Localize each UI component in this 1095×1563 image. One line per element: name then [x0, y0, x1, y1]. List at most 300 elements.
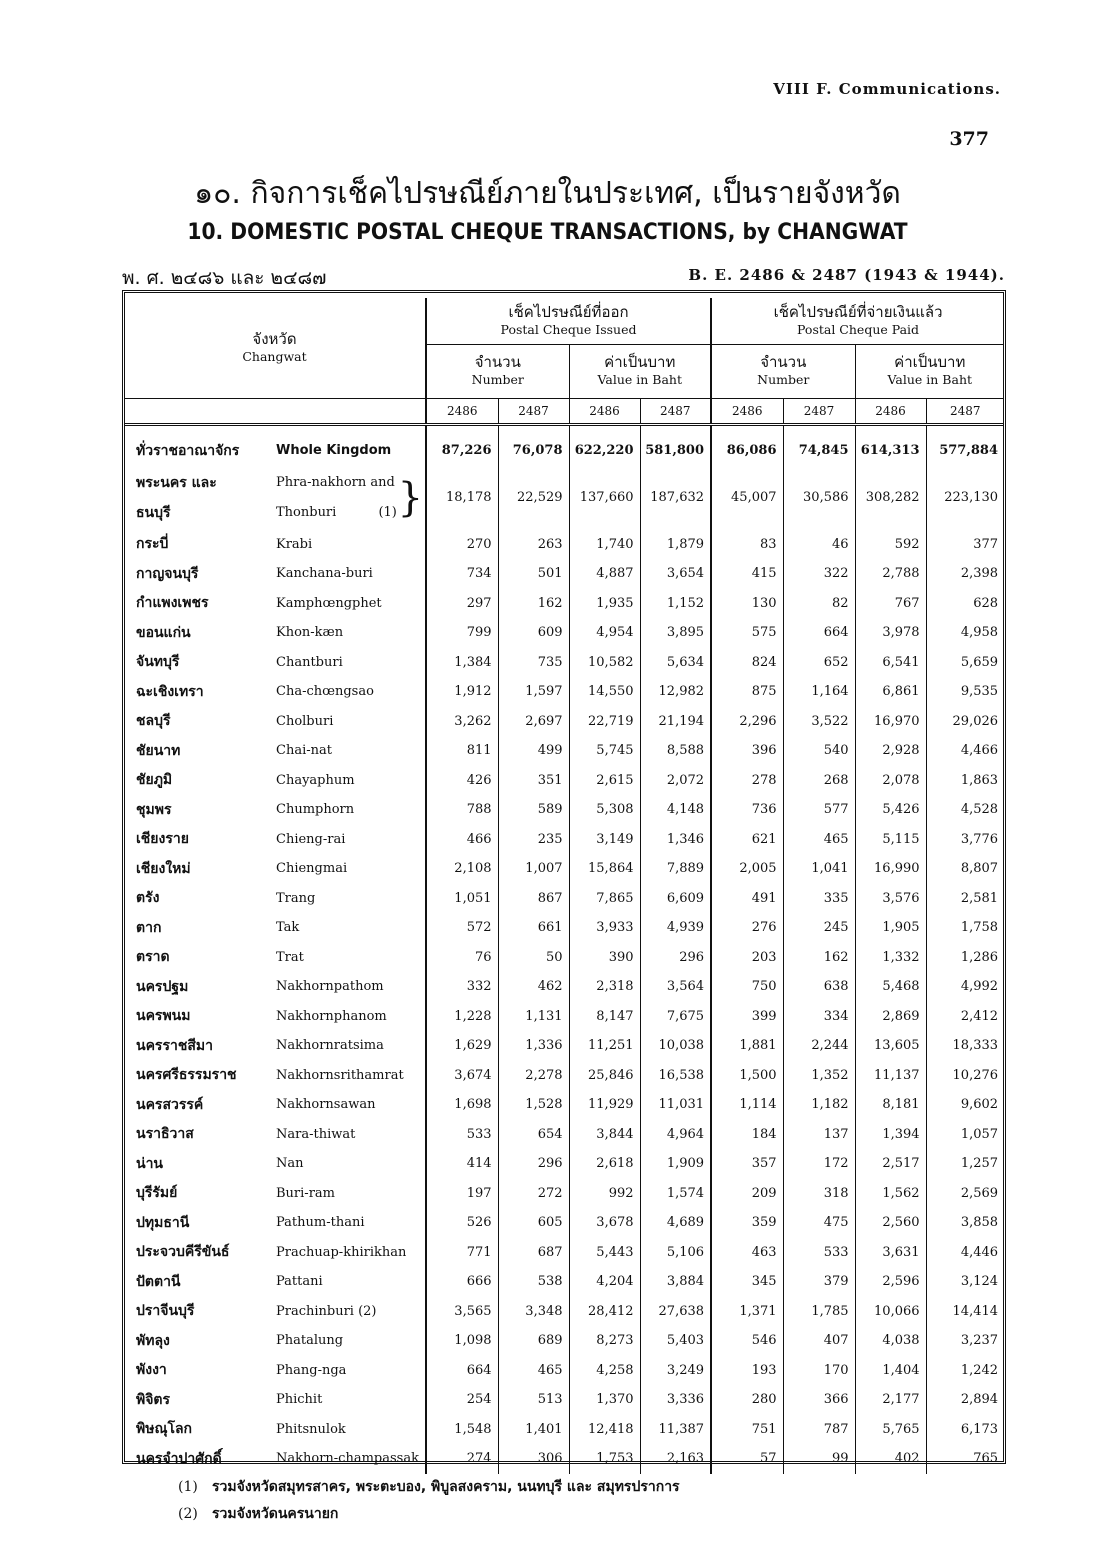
changwat-thai: นครสวรรค์ — [136, 1096, 204, 1113]
paid-value-2486: 402 — [855, 1444, 926, 1474]
issued-number-2487: 513 — [498, 1385, 569, 1415]
paid-value-2486: 6,861 — [855, 677, 926, 707]
issued-value-2486: 11,929 — [569, 1090, 640, 1120]
changwat-header-english: Changwat — [242, 349, 307, 364]
table-row — [124, 618, 1004, 648]
issued-value-2486: 4,887 — [569, 559, 640, 589]
paid-value-2486: 1,394 — [855, 1120, 926, 1150]
issued-value-2486: 10,582 — [569, 648, 640, 678]
paid-number-2486: 1,881 — [711, 1031, 783, 1061]
paid-number-2486: 184 — [711, 1120, 783, 1150]
table-row — [124, 1208, 1004, 1238]
paid-number-2487: 407 — [783, 1326, 855, 1356]
table-row — [124, 1120, 1004, 1150]
paid-number-2487: 465 — [783, 825, 855, 855]
changwat-english: Nakhornphanom — [276, 1008, 387, 1024]
issued-number-2487: 609 — [498, 618, 569, 648]
issued-number-2486: 788 — [426, 795, 498, 825]
issued-value-2487: 10,038 — [640, 1031, 711, 1061]
changwat-english: Nakhorn-champassak — [276, 1451, 419, 1467]
paid-number-2486: 1,371 — [711, 1297, 783, 1327]
issued-value-2486: 390 — [569, 943, 640, 973]
table-row — [124, 854, 1004, 884]
year-header: 2487 — [783, 399, 855, 425]
issued-value-2486: 3,844 — [569, 1120, 640, 1150]
changwat-thai: ปราจีนบุรี — [136, 1303, 195, 1320]
paid-value-2486: 6,541 — [855, 648, 926, 678]
issued-value-2487: 16,538 — [640, 1061, 711, 1091]
changwat-english: Chieng-rai — [276, 831, 346, 847]
issued-value-2486: 5,308 — [569, 795, 640, 825]
changwat-thai: นครพนม — [136, 1008, 191, 1025]
paid-number-2486: 193 — [711, 1356, 783, 1386]
paid-number-2487: 322 — [783, 559, 855, 589]
page-number: 377 — [949, 128, 989, 150]
footnote-mark: (2) — [178, 1506, 198, 1522]
changwat-thai: เชียงราย — [136, 831, 189, 848]
page-title-thai: ๑๐. กิจการเช็คไปรษณีย์ภายในประเทศ, เป็นรายจังหวัด — [194, 176, 901, 211]
changwat-thai: ชัยภูมิ — [136, 772, 173, 789]
issued-value-2486: 1,935 — [569, 589, 640, 619]
changwat-thai: กระบี่ — [136, 536, 169, 553]
changwat-english: Cha-chœngsao — [276, 684, 374, 700]
paid-number-2487: 475 — [783, 1208, 855, 1238]
footnote-text: รวมจังหวัดนครนายก — [212, 1506, 339, 1522]
footnote-text: รวมจังหวัดสมุทรสาคร, พระตะบอง, พิบูลสงคราม, นนทบุรี และ สมุทรปราการ — [212, 1479, 680, 1495]
table-row — [124, 677, 1004, 707]
table-row — [124, 1149, 1004, 1179]
issued-value-2486: 622,220 — [569, 436, 640, 466]
paid-number-2486: 83 — [711, 530, 783, 560]
changwat-thai-line2: ธนบุรี — [136, 504, 171, 521]
cheque-table — [124, 298, 1004, 1474]
issued-value-2486: 22,719 — [569, 707, 640, 737]
issued-number-2486: 799 — [426, 618, 498, 648]
changwat-thai: พิจิตร — [136, 1391, 171, 1408]
paid-number-2487: 162 — [783, 943, 855, 973]
paid-value-2486: 308,282 — [855, 466, 926, 530]
paid-value-thai: ค่าเป็นบาท — [894, 353, 966, 372]
issued-number-header — [426, 344, 569, 398]
paid-number-2487: 3,522 — [783, 707, 855, 737]
issued-value-2487: 4,689 — [640, 1208, 711, 1238]
issued-number-2486: 3,674 — [426, 1061, 498, 1091]
page-title: 10. DOMESTIC POSTAL CHEQUE TRANSACTIONS, by CHANGWAT — [187, 220, 908, 245]
issued-value-thai: ค่าเป็นบาท — [604, 353, 676, 372]
issued-number-2486: 1,912 — [426, 677, 498, 707]
paid-value-2486: 16,970 — [855, 707, 926, 737]
paid-value-2487: 1,286 — [926, 943, 1004, 973]
table-row — [124, 530, 1004, 560]
year-row-spacer — [124, 399, 426, 425]
paid-number-2487: 652 — [783, 648, 855, 678]
changwat-thai: น่าน — [136, 1155, 164, 1172]
changwat-english: Trat — [276, 949, 304, 965]
changwat-thai: นครราชสีมา — [136, 1037, 213, 1054]
table-row — [124, 1090, 1004, 1120]
paid-number-2486: 86,086 — [711, 436, 783, 466]
paid-number-2486: 209 — [711, 1179, 783, 1209]
changwat-thai: บุรีรัมย์ — [136, 1185, 178, 1202]
year-header: 2486 — [426, 399, 498, 425]
issued-number-2486: 274 — [426, 1444, 498, 1474]
issued-value-2487: 5,403 — [640, 1326, 711, 1356]
paid-number-2487: 74,845 — [783, 436, 855, 466]
paid-value-2487: 2,581 — [926, 884, 1004, 914]
paid-value-2487: 4,992 — [926, 972, 1004, 1002]
issued-number-2486: 1,051 — [426, 884, 498, 914]
issued-value-2486: 12,418 — [569, 1415, 640, 1445]
issued-number-2486: 572 — [426, 913, 498, 943]
issued-number-2486: 87,226 — [426, 436, 498, 466]
issued-number-2487: 499 — [498, 736, 569, 766]
changwat-thai: ปัตตานี — [136, 1273, 181, 1290]
changwat-thai: กำแพงเพชร — [136, 595, 209, 612]
paid-value-2486: 8,181 — [855, 1090, 926, 1120]
paid-number-2487: 1,785 — [783, 1297, 855, 1327]
changwat-english: Nan — [276, 1156, 304, 1172]
paid-value-2486: 1,562 — [855, 1179, 926, 1209]
paid-value-2487: 1,057 — [926, 1120, 1004, 1150]
table-row — [124, 736, 1004, 766]
changwat-english: Chayaphum — [276, 772, 355, 788]
issued-value-header — [569, 344, 711, 398]
issued-value-english: Value in Baht — [597, 372, 683, 388]
paid-value-2487: 4,528 — [926, 795, 1004, 825]
issued-number-2487: 162 — [498, 589, 569, 619]
table-row — [124, 1179, 1004, 1209]
paid-value-2487: 29,026 — [926, 707, 1004, 737]
paid-number-2486: 491 — [711, 884, 783, 914]
paid-value-2486: 11,137 — [855, 1061, 926, 1091]
section-heading: VIII F. Communications. — [773, 80, 1001, 98]
issued-value-2486: 3,933 — [569, 913, 640, 943]
changwat-english: Khon-kæn — [276, 625, 344, 641]
paid-number-2487: 245 — [783, 913, 855, 943]
issued-number-2486: 811 — [426, 736, 498, 766]
changwat-thai: ชลบุรี — [136, 713, 171, 730]
issued-number-2486: 1,228 — [426, 1002, 498, 1032]
changwat-thai: ชุมพร — [136, 801, 172, 818]
paid-value-2487: 4,466 — [926, 736, 1004, 766]
paid-value-2487: 223,130 — [926, 466, 1004, 530]
changwat-english: Buri-ram — [276, 1185, 335, 1201]
issued-number-2487: 1,336 — [498, 1031, 569, 1061]
changwat-english: Pattani — [276, 1274, 323, 1290]
paid-value-2487: 9,602 — [926, 1090, 1004, 1120]
issued-value-2486: 3,149 — [569, 825, 640, 855]
paid-number-2487: 638 — [783, 972, 855, 1002]
table-row — [124, 1356, 1004, 1386]
paid-number-2487: 664 — [783, 618, 855, 648]
issued-value-2486: 1,740 — [569, 530, 640, 560]
paid-value-2487: 2,569 — [926, 1179, 1004, 1209]
issued-value-2486: 4,954 — [569, 618, 640, 648]
issued-value-2487: 6,609 — [640, 884, 711, 914]
paid-number-2487: 540 — [783, 736, 855, 766]
issued-value-2487: 5,634 — [640, 648, 711, 678]
paid-value-2486: 16,990 — [855, 854, 926, 884]
issued-value-2487: 1,879 — [640, 530, 711, 560]
paid-number-2487: 137 — [783, 1120, 855, 1150]
table-row — [124, 972, 1004, 1002]
issued-number-2487: 867 — [498, 884, 569, 914]
issued-number-2487: 50 — [498, 943, 569, 973]
years-thai: พ. ศ. ๒๔๘๖ และ ๒๔๘๗ — [122, 267, 327, 289]
paid-value-2486: 10,066 — [855, 1297, 926, 1327]
issued-value-2487: 2,163 — [640, 1444, 711, 1474]
paid-number-2487: 787 — [783, 1415, 855, 1445]
issued-value-2487: 4,939 — [640, 913, 711, 943]
issued-value-2487: 12,982 — [640, 677, 711, 707]
paid-value-2487: 4,958 — [926, 618, 1004, 648]
table-row — [124, 1267, 1004, 1297]
changwat-english: Prachinburi (2) — [276, 1303, 377, 1319]
issued-number-2487: 501 — [498, 559, 569, 589]
issued-number-2486: 270 — [426, 530, 498, 560]
paid-number-2487: 1,041 — [783, 854, 855, 884]
paid-value-2486: 13,605 — [855, 1031, 926, 1061]
issued-value-2486: 2,615 — [569, 766, 640, 796]
spacer-row — [124, 425, 1004, 437]
issued-value-2486: 5,443 — [569, 1238, 640, 1268]
paid-value-2486: 1,404 — [855, 1356, 926, 1386]
paid-number-header — [711, 344, 855, 398]
paid-number-2486: 2,005 — [711, 854, 783, 884]
issued-number-2487: 1,528 — [498, 1090, 569, 1120]
paid-number-2487: 30,586 — [783, 466, 855, 530]
paid-value-2487: 3,237 — [926, 1326, 1004, 1356]
year-header: 2487 — [498, 399, 569, 425]
paid-value-2486: 3,576 — [855, 884, 926, 914]
paid-value-2487: 4,446 — [926, 1238, 1004, 1268]
issued-value-2486: 15,864 — [569, 854, 640, 884]
paid-value-2487: 2,398 — [926, 559, 1004, 589]
paid-value-2486: 4,038 — [855, 1326, 926, 1356]
footnote-mark: (1) — [178, 1479, 198, 1495]
paid-value-2486: 5,765 — [855, 1415, 926, 1445]
table-row — [124, 707, 1004, 737]
paid-number-2486: 130 — [711, 589, 783, 619]
paid-value-2486: 614,313 — [855, 436, 926, 466]
issued-number-2487: 687 — [498, 1238, 569, 1268]
paid-number-2487: 170 — [783, 1356, 855, 1386]
issued-value-2486: 2,318 — [569, 972, 640, 1002]
issued-number-2487: 235 — [498, 825, 569, 855]
issued-number-2486: 254 — [426, 1385, 498, 1415]
issued-number-2486: 664 — [426, 1356, 498, 1386]
issued-number-2486: 18,178 — [426, 466, 498, 530]
changwat-english: Kamphœngphet — [276, 595, 382, 611]
issued-value-2487: 4,148 — [640, 795, 711, 825]
paid-value-2487: 628 — [926, 589, 1004, 619]
table-row — [124, 1385, 1004, 1415]
changwat-english: Phang-nga — [276, 1362, 347, 1378]
changwat-thai: ตาก — [136, 919, 162, 936]
changwat-english: Tak — [276, 920, 300, 936]
year-header: 2486 — [711, 399, 783, 425]
issued-number-2486: 1,548 — [426, 1415, 498, 1445]
paid-value-2486: 2,788 — [855, 559, 926, 589]
issued-number-english: Number — [471, 372, 524, 388]
issued-value-2486: 28,412 — [569, 1297, 640, 1327]
table-row — [124, 825, 1004, 855]
table-row — [124, 766, 1004, 796]
issued-value-2487: 3,884 — [640, 1267, 711, 1297]
changwat-english: Nakhornratsima — [276, 1038, 384, 1054]
issued-value-2487: 1,152 — [640, 589, 711, 619]
issued-number-2486: 3,262 — [426, 707, 498, 737]
changwat-english: Nakhornsrithamrat — [276, 1067, 404, 1083]
paid-number-2487: 2,244 — [783, 1031, 855, 1061]
issued-number-2487: 272 — [498, 1179, 569, 1209]
table-row-bangkok — [124, 466, 1004, 530]
paid-value-2487: 3,858 — [926, 1208, 1004, 1238]
changwat-thai: ชัยนาท — [136, 742, 181, 759]
changwat-english: Pathum-thani — [276, 1215, 365, 1231]
paid-number-2486: 621 — [711, 825, 783, 855]
changwat-thai: ประจวบคีรีขันธ์ — [136, 1244, 230, 1261]
paid-number-2486: 203 — [711, 943, 783, 973]
paid-group-header — [711, 298, 1004, 344]
paid-value-2486: 2,596 — [855, 1267, 926, 1297]
paid-header-english: Postal Cheque Paid — [797, 321, 920, 337]
issued-number-2486: 771 — [426, 1238, 498, 1268]
paid-number-thai: จำนวน — [760, 353, 807, 372]
changwat-thai-line1: พระนคร และ — [136, 474, 217, 491]
issued-value-2486: 25,846 — [569, 1061, 640, 1091]
changwat-english: Nara-thiwat — [276, 1126, 356, 1142]
paid-value-2486: 2,517 — [855, 1149, 926, 1179]
paid-number-2486: 575 — [711, 618, 783, 648]
paid-number-2487: 334 — [783, 1002, 855, 1032]
issued-value-2486: 2,618 — [569, 1149, 640, 1179]
years-english: B. E. 2486 & 2487 (1943 & 1944). — [688, 266, 1005, 284]
changwat-english-line1: Phra-nakhorn and — [276, 474, 395, 490]
paid-number-2486: 345 — [711, 1267, 783, 1297]
paid-value-2486: 767 — [855, 589, 926, 619]
issued-number-2487: 1,007 — [498, 854, 569, 884]
issued-number-2486: 526 — [426, 1208, 498, 1238]
paid-number-2486: 1,500 — [711, 1061, 783, 1091]
changwat-thai: ขอนแก่น — [136, 624, 191, 641]
issued-value-2486: 4,204 — [569, 1267, 640, 1297]
table-row — [124, 1238, 1004, 1268]
issued-number-2487: 465 — [498, 1356, 569, 1386]
table-row — [124, 1415, 1004, 1445]
changwat-english: Phitsnulok — [276, 1421, 346, 1437]
paid-value-2487: 10,276 — [926, 1061, 1004, 1091]
paid-number-2487: 1,182 — [783, 1090, 855, 1120]
paid-number-english: Number — [757, 372, 810, 388]
issued-value-2486: 5,745 — [569, 736, 640, 766]
issued-value-2487: 581,800 — [640, 436, 711, 466]
paid-value-2487: 377 — [926, 530, 1004, 560]
issued-number-2486: 1,698 — [426, 1090, 498, 1120]
issued-number-2487: 538 — [498, 1267, 569, 1297]
issued-value-2486: 4,258 — [569, 1356, 640, 1386]
issued-number-2487: 263 — [498, 530, 569, 560]
brace-mark: } — [397, 474, 424, 521]
changwat-english: Nakhornpathom — [276, 979, 384, 995]
changwat-header-thai: จังหวัด — [252, 330, 297, 348]
issued-number-2486: 533 — [426, 1120, 498, 1150]
paid-value-2487: 2,412 — [926, 1002, 1004, 1032]
table-row-total — [124, 436, 1004, 466]
paid-value-2486: 2,928 — [855, 736, 926, 766]
paid-number-2487: 366 — [783, 1385, 855, 1415]
changwat-thai: ฉะเชิงเทรา — [136, 683, 204, 700]
issued-value-2487: 4,964 — [640, 1120, 711, 1150]
issued-value-2487: 1,346 — [640, 825, 711, 855]
paid-value-2487: 765 — [926, 1444, 1004, 1474]
changwat-thai: นครจำปาศักดิ์ — [136, 1450, 222, 1467]
paid-number-2487: 533 — [783, 1238, 855, 1268]
paid-number-2487: 82 — [783, 589, 855, 619]
issued-value-2487: 11,387 — [640, 1415, 711, 1445]
table-body — [124, 425, 1004, 1474]
paid-value-2486: 5,468 — [855, 972, 926, 1002]
issued-number-2487: 661 — [498, 913, 569, 943]
changwat-english: Whole Kingdom — [276, 443, 392, 459]
issued-value-2486: 11,251 — [569, 1031, 640, 1061]
paid-value-2487: 9,535 — [926, 677, 1004, 707]
paid-number-2486: 875 — [711, 677, 783, 707]
paid-number-2487: 379 — [783, 1267, 855, 1297]
issued-value-2487: 21,194 — [640, 707, 711, 737]
issued-number-2486: 1,384 — [426, 648, 498, 678]
paid-number-2487: 335 — [783, 884, 855, 914]
issued-number-2487: 296 — [498, 1149, 569, 1179]
issued-value-2487: 1,909 — [640, 1149, 711, 1179]
issued-value-2486: 14,550 — [569, 677, 640, 707]
table-row — [124, 884, 1004, 914]
year-header: 2487 — [640, 399, 711, 425]
paid-number-2486: 359 — [711, 1208, 783, 1238]
paid-number-2486: 396 — [711, 736, 783, 766]
changwat-english-thonburi: Thonburi — [276, 504, 337, 520]
paid-number-2487: 1,164 — [783, 677, 855, 707]
issued-number-2487: 654 — [498, 1120, 569, 1150]
changwat-thai: กาญจนบุรี — [136, 565, 199, 582]
paid-value-2486: 2,078 — [855, 766, 926, 796]
paid-number-2487: 268 — [783, 766, 855, 796]
table-row — [124, 1031, 1004, 1061]
issued-value-2487: 3,895 — [640, 618, 711, 648]
paid-value-2486: 5,426 — [855, 795, 926, 825]
issued-number-2486: 734 — [426, 559, 498, 589]
paid-number-2486: 2,296 — [711, 707, 783, 737]
issued-number-2487: 1,597 — [498, 677, 569, 707]
changwat-english: Krabi — [276, 536, 313, 552]
changwat-thai: จันทบุรี — [136, 654, 180, 671]
issued-header-english: Postal Cheque Issued — [500, 321, 637, 337]
changwat-english: Cholburi — [276, 713, 334, 729]
paid-value-2486: 3,631 — [855, 1238, 926, 1268]
changwat-thai: พังงา — [136, 1362, 167, 1379]
paid-number-2486: 45,007 — [711, 466, 783, 530]
changwat-english: Chantburi — [276, 654, 343, 670]
paid-value-english: Value in Baht — [887, 372, 973, 388]
issued-number-2486: 1,098 — [426, 1326, 498, 1356]
paid-number-2486: 751 — [711, 1415, 783, 1445]
issued-number-2487: 3,348 — [498, 1297, 569, 1327]
paid-number-2487: 318 — [783, 1179, 855, 1209]
paid-number-2487: 99 — [783, 1444, 855, 1474]
changwat-thai: เชียงใหม่ — [136, 860, 191, 877]
paid-value-2487: 18,333 — [926, 1031, 1004, 1061]
paid-number-2486: 824 — [711, 648, 783, 678]
